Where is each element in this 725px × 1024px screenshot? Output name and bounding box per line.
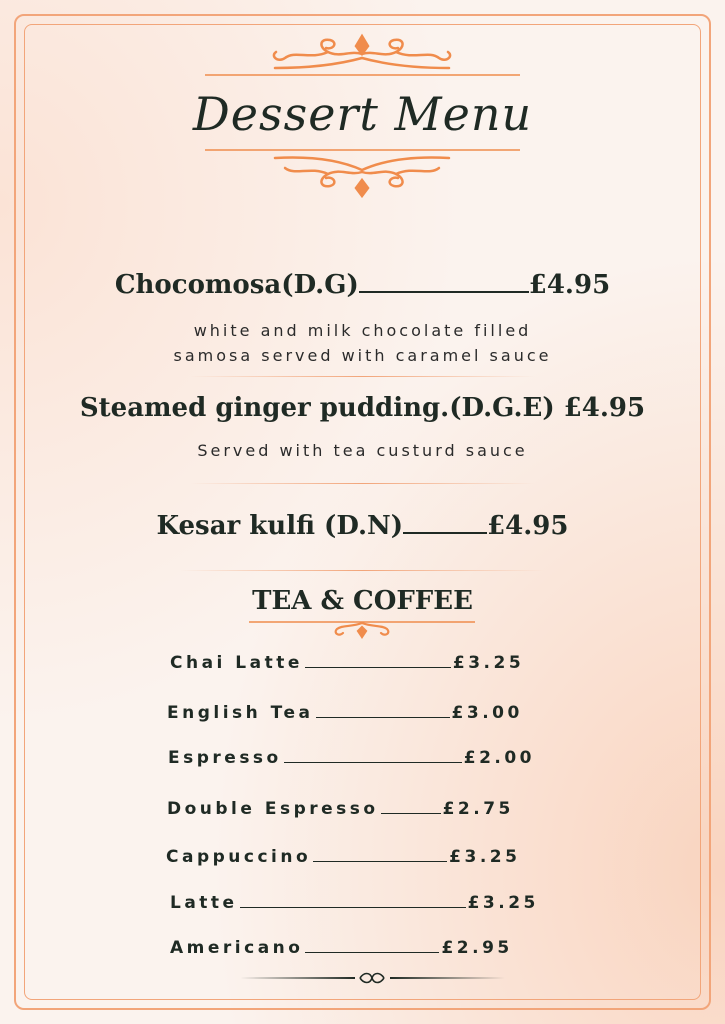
drink-price: £3.25 — [467, 893, 539, 913]
drink-price: £3.25 — [449, 847, 521, 867]
menu-title: Dessert Menu — [192, 87, 533, 141]
divider — [190, 483, 535, 484]
drink-item — [167, 703, 523, 723]
drink-name: English Tea — [167, 703, 314, 723]
drink-name: Latte — [170, 893, 238, 913]
dessert-item-ginger-pudding — [0, 389, 725, 427]
dessert-price: £4.95 — [563, 393, 646, 423]
description-line: samosa served with caramel sauce — [173, 346, 552, 365]
description-line: Served with tea custurd sauce — [197, 441, 528, 460]
drink-price: £3.00 — [451, 703, 523, 723]
drink-name: Chai Latte — [170, 653, 303, 673]
drink-name: Double Espresso — [167, 799, 379, 819]
drink-name: Americano — [170, 938, 304, 958]
title-flourish-icon — [200, 146, 525, 198]
drink-price: £3.25 — [452, 653, 525, 673]
leader-line — [305, 951, 439, 953]
dessert-name: Kesar kulfi (D.N) — [156, 511, 404, 541]
drink-item — [168, 748, 535, 768]
drink-price: £2.75 — [442, 799, 514, 819]
leader-line — [305, 666, 451, 668]
dessert-name: Chocomosa(D.G) — [114, 270, 359, 300]
dessert-item-chocomosa — [0, 266, 725, 304]
description-line: white and milk chocolate filled — [193, 321, 532, 340]
drink-item — [170, 893, 539, 913]
dessert-price: £4.95 — [528, 270, 611, 300]
leader-line — [316, 716, 450, 718]
bottom-flourish-icon — [240, 970, 505, 986]
leader-line — [359, 290, 529, 293]
dessert-description — [0, 438, 725, 463]
leader-line — [403, 531, 487, 534]
section-title: TEA & COFFEE — [252, 586, 473, 616]
drink-price: £2.95 — [441, 938, 513, 958]
drink-name: Cappuccino — [166, 847, 312, 867]
dessert-description — [0, 318, 725, 368]
drink-item — [170, 653, 524, 673]
section-flourish-icon — [247, 619, 477, 641]
drink-price: £2.00 — [463, 748, 536, 768]
drink-item — [167, 799, 514, 819]
drink-item — [170, 938, 513, 958]
dessert-item-kesar-kulfi — [0, 507, 725, 545]
drink-item — [166, 847, 520, 867]
leader-line — [240, 906, 466, 908]
top-flourish-icon — [200, 28, 525, 80]
drink-name: Espresso — [168, 748, 282, 768]
leader-line — [284, 761, 462, 763]
leader-line — [313, 860, 447, 862]
divider — [180, 570, 545, 571]
divider — [190, 376, 535, 377]
dessert-name: Steamed ginger pudding.(D.G.E) — [79, 393, 555, 423]
dessert-price: £4.95 — [487, 511, 569, 541]
leader-line — [381, 812, 441, 814]
